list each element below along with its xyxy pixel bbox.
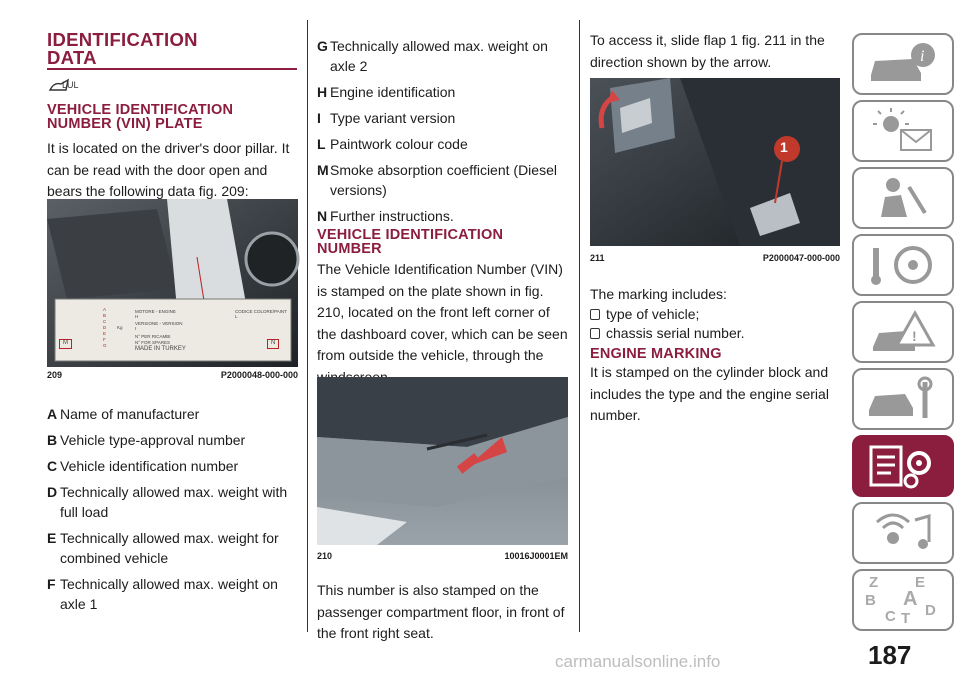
column-divider-right xyxy=(579,20,580,632)
svg-text:!: ! xyxy=(912,328,917,344)
legend-key: E xyxy=(47,530,57,546)
tab-technical-specs[interactable] xyxy=(852,435,954,497)
legend-item xyxy=(317,108,569,128)
plate-legend-list-1 xyxy=(47,404,299,620)
checkbox-bullet-icon xyxy=(590,328,600,339)
plate-letter-b: B xyxy=(103,313,107,318)
vin-plate-text: It is located on the driver's door pillar. It can be read with the door open and bears the following data fig. 209: xyxy=(47,140,290,199)
index-letter: E xyxy=(915,574,926,591)
engine-marking-text: It is stamped on the cylinder block and includes the type and the engine serial number. xyxy=(590,364,829,423)
plate-spares-label-1: N° PER RICAMBI xyxy=(135,334,171,339)
marking-list xyxy=(590,305,840,343)
legend-text: Vehicle type-approval number xyxy=(60,432,246,448)
legend-key: A xyxy=(47,406,58,422)
index-letter: C xyxy=(885,608,896,625)
legend-item xyxy=(317,134,569,154)
legend-key: B xyxy=(47,432,58,448)
vin-plate-heading: VEHICLE IDENTIFICATION NUMBER (VIN) PLATE xyxy=(47,102,234,132)
figure-209 xyxy=(47,199,298,367)
figure-211-code: P2000047-000-000 xyxy=(762,253,840,263)
legend-item xyxy=(317,36,569,76)
plate-letter-a: A xyxy=(103,307,107,312)
plate-n-box: N xyxy=(267,339,279,349)
list-item-text: chassis serial number. xyxy=(606,325,745,341)
plate-l-letter: L xyxy=(235,314,238,319)
legend-item xyxy=(47,482,299,522)
legend-text: Name of manufacturer xyxy=(60,406,200,422)
legend-text: Smoke absorption coefficient (Diesel versions) xyxy=(330,162,557,198)
legend-item xyxy=(317,160,569,200)
fig209-plate xyxy=(55,299,291,361)
index-letter: T xyxy=(901,610,911,627)
list-item xyxy=(590,324,840,343)
legend-key: G xyxy=(317,38,328,54)
figure-211-number: 211 xyxy=(590,253,605,263)
plate-color-label: CODICE COLORE/PAINT xyxy=(235,309,287,314)
plate-spares-label-2: N° FOR SPARES xyxy=(135,340,170,345)
warning-lights-icon xyxy=(863,106,943,156)
vin-text: The Vehicle Identification Number (VIN) is stamped on the plate shown in fig. 210, located on the front left corner of the dashboard cover, which can be seen from outside the vehicle, through the xyxy=(317,261,568,363)
figure-209-code: P2000048-000-000 xyxy=(220,370,298,380)
legend-key: H xyxy=(317,84,328,100)
plate-letter-d: D xyxy=(103,325,107,330)
index-letter: B xyxy=(865,592,876,609)
car-info-icon xyxy=(863,39,943,89)
figure-210-code: 10016J0001EM xyxy=(504,551,568,561)
tab-emergency[interactable] xyxy=(852,301,954,363)
checkbox-bullet-icon xyxy=(590,309,600,320)
plate-engine-label: MOTORE - ENGINE xyxy=(135,309,176,314)
figure-211-image xyxy=(590,78,840,246)
plate-h-letter: H xyxy=(135,314,139,319)
tab-safety[interactable] xyxy=(852,167,954,229)
plate-letter-f: F xyxy=(103,337,106,342)
legend-text: Further instructions. xyxy=(330,208,454,224)
legend-text: Technically allowed max. weight on axle 2 xyxy=(330,38,548,74)
legend-item xyxy=(47,574,299,614)
plate-version-label: VERSIONE - VERSION xyxy=(135,321,183,326)
technical-specs-icon xyxy=(863,441,943,491)
plate-legend-list-2 xyxy=(317,36,569,232)
list-item-text: type of vehicle; xyxy=(606,306,700,322)
variant-icon xyxy=(48,76,79,94)
figure-211 xyxy=(590,78,840,246)
figure-211-caption xyxy=(590,253,840,263)
engine-marking-heading: ENGINE MARKING xyxy=(590,346,722,362)
plate-letter-g: G xyxy=(103,343,107,348)
figure-210-image xyxy=(317,377,568,545)
legend-item xyxy=(317,82,569,102)
legend-text: Technically allowed max. weight for combined vehicle xyxy=(60,530,279,566)
tab-warning-lights[interactable] xyxy=(852,100,954,162)
safety-airbag-icon xyxy=(863,173,943,223)
column-divider-left xyxy=(307,20,308,632)
index-icon xyxy=(863,574,943,626)
tab-multimedia[interactable] xyxy=(852,502,954,564)
title-rule xyxy=(47,68,297,70)
index-letter: A xyxy=(903,588,918,610)
access-text: To access it, slide flap 1 fig. 211 in the direction shown by the arrow. xyxy=(590,32,825,70)
figure-210 xyxy=(317,377,568,545)
legend-item xyxy=(47,456,299,476)
figure-210-caption xyxy=(317,551,568,561)
legend-text: Paintwork colour code xyxy=(330,136,468,152)
legend-text: Technically allowed max. weight with full load xyxy=(60,484,288,520)
plate-kg: Kg xyxy=(117,325,123,330)
legend-text: Engine identification xyxy=(330,84,456,100)
legend-item xyxy=(317,206,569,226)
legend-key: N xyxy=(317,208,328,224)
svg-text:LUL: LUL xyxy=(62,80,79,90)
legend-key: L xyxy=(317,136,326,152)
figure-209-number: 209 xyxy=(47,370,63,380)
tab-car-info[interactable] xyxy=(852,33,954,95)
legend-key: D xyxy=(47,484,58,500)
index-letter: Z xyxy=(869,574,879,591)
legend-key: F xyxy=(47,576,56,592)
legend-text: Vehicle identification number xyxy=(60,458,239,474)
legend-item xyxy=(47,430,299,450)
callout-1: 1 xyxy=(780,139,788,155)
figure-210-number: 210 xyxy=(317,551,333,561)
legend-item xyxy=(47,404,299,424)
maintenance-icon xyxy=(863,374,943,424)
list-item xyxy=(590,305,840,324)
watermark: carmanualsonline.info xyxy=(555,652,721,671)
plate-m-box: M xyxy=(59,339,72,349)
plate-i-letter: I xyxy=(135,326,137,331)
legend-key: M xyxy=(317,162,329,178)
emergency-icon xyxy=(863,307,943,357)
legend-text: Type variant version xyxy=(330,110,456,126)
plate-made-in: MADE IN TURKEY xyxy=(135,346,186,352)
tab-driving[interactable] xyxy=(852,234,954,296)
legend-text: Technically allowed max. weight on axle 1 xyxy=(60,576,278,612)
svg-text:i: i xyxy=(920,48,925,65)
legend-key: I xyxy=(317,110,321,126)
index-letter: D xyxy=(925,602,936,619)
figure-209-caption xyxy=(47,370,298,380)
page-number: 187 xyxy=(868,640,912,670)
legend-item xyxy=(47,528,299,568)
page-title: IDENTIFICATION DATA xyxy=(47,29,198,68)
plate-letter-c: C xyxy=(103,319,107,324)
vin-heading: VEHICLE IDENTIFICATION NUMBER xyxy=(317,227,504,257)
legend-key: C xyxy=(47,458,58,474)
steering-wheel-icon xyxy=(863,240,943,290)
tab-maintenance[interactable] xyxy=(852,368,954,430)
plate-letter-e: E xyxy=(103,331,107,336)
stamp-location-text: This number is also stamped on the passenger compartment floor, in front of the front right seat. xyxy=(317,582,565,641)
multimedia-icon xyxy=(863,508,943,558)
tab-index[interactable] xyxy=(852,569,954,631)
marking-intro: The marking includes: xyxy=(590,286,727,302)
